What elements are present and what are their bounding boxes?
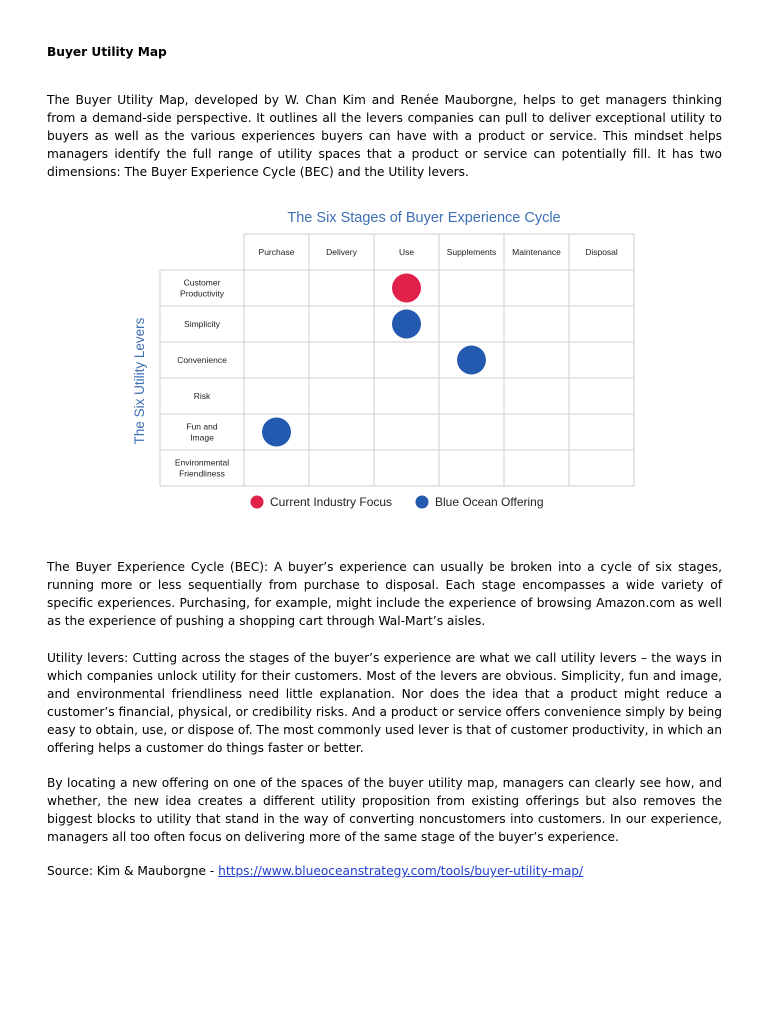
row-label: Environmental: [174, 457, 230, 468]
column-header: Use: [398, 247, 415, 257]
row-label: Convenience: [177, 355, 227, 365]
row-label: Fun and: [186, 421, 218, 432]
column-header: Delivery: [326, 247, 357, 257]
row-label: Customer: [183, 277, 221, 288]
legend-marker: [416, 496, 429, 509]
blue-ocean-offering-marker: [457, 346, 486, 375]
legend-label: Current Industry Focus: [270, 495, 393, 509]
blue-ocean-offering-marker: [392, 310, 421, 339]
document-title: Buyer Utility Map: [47, 45, 167, 59]
row-label: Friendliness: [179, 468, 225, 479]
column-header: Purchase: [258, 247, 295, 257]
utility-levers-paragraph: Utility levers: Cutting across the stages of the buyer’s experience are what we call utility levers – the ways in which companies unlock utility for their customers. Most of the levers are obvious. Simplicity, fun and image, and environmental friendliness need little explanation. Nor does the idea that a product might reduce a customer’s financial, physical, or credibility risks. And a product or service offers convenience simply by being easy to obtain, use, or dispose of. The most commonly used lever is that of customer productivity, in which an offering helps a customer do things faster or better.: [47, 651, 722, 756]
bec-paragraph: The Buyer Experience Cycle (BEC): A buyer’s experience can usually be broken into a cycle of six stages, running more or less sequentially from purchase to disposal. Each stage encompasses a wide variety of specific experiences. Purchasing, for example, might include the experience of browsing Amazon.com as well as the experience of pushing a shopping cart through Wal-Mart’s aisles.: [47, 560, 722, 629]
column-header: Disposal: [585, 247, 618, 257]
row-label: Simplicity: [184, 319, 220, 329]
blue-ocean-offering-marker: [262, 418, 291, 447]
locating-paragraph: By locating a new offering on one of the spaces of the buyer utility map, managers can clearly see how, and whether, the new idea creates a different utility proposition from existing offerings but also removes the biggest blocks to utility that stand in the way of converting noncustomers into customers. In our experience, managers all too often focus on delivering more of the same stage of the buyer’s experience.: [47, 776, 722, 845]
column-header: Supplements: [446, 247, 497, 257]
chart-title: The Six Stages of Buyer Experience Cycle: [287, 210, 561, 226]
source-line: [47, 862, 722, 880]
legend-marker: [251, 496, 264, 509]
legend-label: Blue Ocean Offering: [435, 495, 544, 509]
row-label: Productivity: [180, 288, 224, 299]
buyer-utility-map-chart: [120, 200, 650, 520]
row-label: Risk: [193, 391, 211, 401]
buyer-utility-map-figure: [120, 200, 650, 520]
row-label: Image: [190, 432, 214, 443]
source-label: Source: Kim & Mauborgne -: [47, 864, 219, 879]
column-header: Maintenance: [512, 247, 561, 257]
intro-paragraph: The Buyer Utility Map, developed by W. Chan Kim and Renée Mauborgne, helps to get managers thinking from a demand-side perspective. It outlines all the levers companies can pull to deliver exceptional utility to buyers as well as the various experiences buyers can have with a product or service. This mindset helps managers identify the full range of utility spaces that a product or service can potentially fill. It has two dimensions: The Buyer Experience Cycle (BEC) and the Utility levers.: [47, 93, 722, 180]
source-link[interactable]: https://www.blueoceanstrategy.com/tools/buyer-utility-map/: [218, 864, 584, 879]
current-industry-focus-marker: [392, 274, 421, 303]
y-axis-label: The Six Utility Levers: [132, 317, 147, 445]
